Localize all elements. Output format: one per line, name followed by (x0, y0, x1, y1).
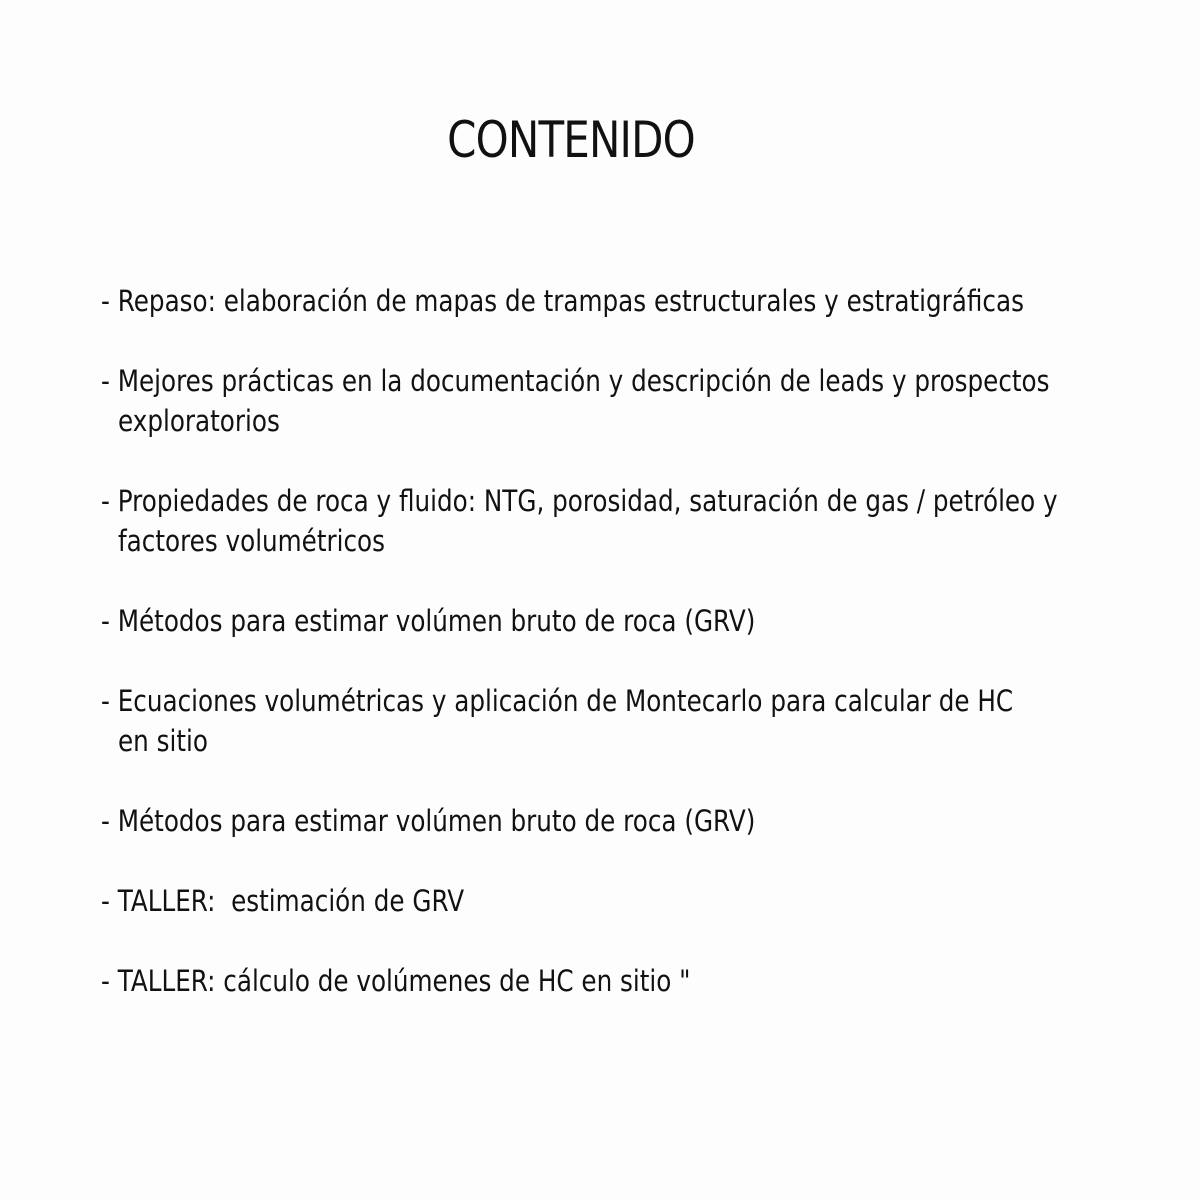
list-item-text: - TALLER: estimación de GRV (101, 884, 465, 918)
list-item-text: - Métodos para estimar volúmen bruto de roca (GRV) (101, 604, 756, 638)
list-item-text: - Repaso: elaboración de mapas de trampas estructurales y estratigráficas (101, 284, 1024, 318)
list-item (101, 601, 1155, 641)
list-item-continuation: factores volumétricos (118, 524, 385, 558)
list-item (101, 481, 1155, 561)
content-list (101, 281, 1161, 1041)
list-item-text: - Mejores prácticas en la documentación y descripción de leads y prospectos (101, 364, 1050, 398)
list-item-text: - Ecuaciones volumétricas y aplicación de Montecarlo para calcular de HC (101, 684, 1014, 718)
list-item (101, 881, 1155, 921)
list-item (101, 361, 1155, 441)
list-item-text: - TALLER: cálculo de volúmenes de HC en sitio " (101, 964, 691, 998)
list-item-text: - Métodos para estimar volúmen bruto de roca (GRV) (101, 804, 756, 838)
list-item-text: - Propiedades de roca y fluido: NTG, porosidad, saturación de gas / petróleo y (101, 484, 1058, 518)
list-item (101, 281, 1155, 321)
page-title: CONTENIDO (447, 111, 695, 169)
list-item (101, 681, 1155, 761)
list-item (101, 961, 1155, 1001)
list-item-continuation: en sitio (118, 724, 208, 758)
list-item-continuation: exploratorios (118, 404, 280, 438)
list-item (101, 801, 1155, 841)
